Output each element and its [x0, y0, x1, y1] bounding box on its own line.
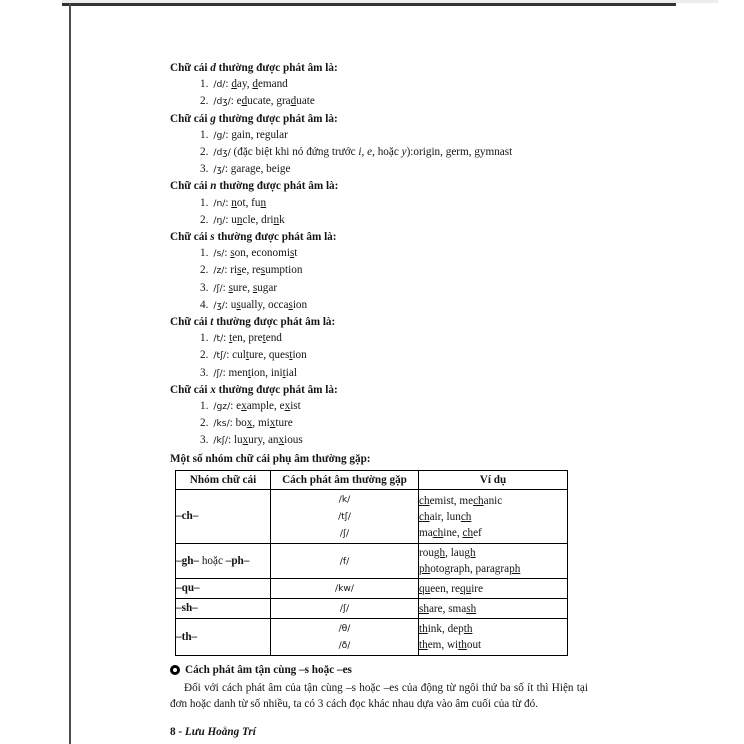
- tail-heading: [170, 662, 588, 678]
- text-segment: (đặc biệt khi nó đứng trước: [230, 146, 359, 159]
- letter-group-cell: [176, 579, 271, 599]
- phoneme-line: [271, 491, 418, 508]
- phoneme: /θ/: [338, 623, 351, 635]
- section-heading: [170, 382, 588, 398]
- underlined-letters: sh: [419, 602, 429, 615]
- underlined-letters: n: [273, 213, 280, 226]
- text-segment: ion: [292, 298, 308, 311]
- phoneme-cell: [271, 599, 419, 619]
- example-line: [419, 545, 567, 561]
- phoneme: /ŋ/: [213, 214, 226, 226]
- underlined-letters: ph: [509, 563, 521, 576]
- underlined-letters: g: [474, 146, 480, 159]
- text-segment: are, sma: [428, 602, 467, 615]
- item-number: 1.: [200, 196, 209, 209]
- text-segment: ot, fu: [236, 196, 261, 209]
- phoneme: /t/: [213, 333, 224, 345]
- underlined-letters: s: [237, 264, 242, 277]
- underlined-letters: qu: [419, 582, 431, 595]
- text-segment: thường được phát âm là:: [213, 316, 336, 329]
- item-number: 3.: [200, 163, 209, 176]
- section-heading: [170, 60, 588, 76]
- list-item: [170, 262, 588, 279]
- table-row: [176, 599, 568, 619]
- text-segment: ist: [290, 400, 301, 413]
- phoneme: /d/: [213, 79, 226, 91]
- table-heading: Một số nhóm chữ cái phụ âm thường gặp:: [170, 452, 371, 465]
- section-heading: [170, 229, 588, 245]
- underlined-letters: th: [458, 639, 467, 652]
- examples-cell: [419, 490, 568, 544]
- item-number: 2.: [200, 417, 209, 430]
- phoneme: /tʃ/: [213, 350, 227, 362]
- phoneme-cell: [271, 490, 419, 544]
- table-row: [176, 544, 568, 579]
- text-segment: en, pre: [232, 332, 263, 345]
- text-segment: n: [210, 180, 217, 193]
- text-segment: ay,: [236, 78, 253, 91]
- item-number: 2.: [200, 264, 209, 277]
- author: Lưu Hoằng Trí: [184, 725, 256, 738]
- list-item: [170, 245, 588, 262]
- text-segment: ire: [471, 582, 483, 595]
- text-segment: ine,: [443, 526, 463, 539]
- table-body: [176, 490, 568, 656]
- examples-cell: [419, 544, 568, 579]
- text-segment: :: [225, 196, 232, 209]
- table-header-row: [176, 470, 568, 489]
- item-number: 2.: [200, 146, 209, 159]
- examples-cell: [419, 619, 568, 656]
- underlined-letters: d: [290, 95, 297, 108]
- item-number: 1.: [200, 78, 209, 91]
- text-segment: , hoặc: [372, 146, 402, 159]
- text-segment: :: [223, 332, 230, 345]
- underlined-letters: x: [242, 434, 249, 447]
- table-header-cell: Cách phát âm thường gặp: [271, 470, 419, 489]
- list-item: [170, 93, 588, 110]
- footer-separator: -: [178, 725, 183, 738]
- underlined-letters: t: [229, 332, 233, 345]
- text-segment: een, re: [430, 582, 460, 595]
- table-row: [176, 490, 568, 544]
- text-segment: otograph, paragra: [430, 563, 510, 576]
- text-segment: e, re: [241, 264, 261, 277]
- text-segment: : ri: [224, 264, 238, 277]
- text-segment: i: [358, 146, 362, 159]
- text-segment: –sh–: [176, 602, 198, 615]
- example-line: [419, 637, 567, 653]
- underlined-letters: t: [245, 349, 249, 362]
- phoneme: /kw/: [335, 583, 354, 595]
- text-segment: uate: [296, 95, 315, 108]
- example-line: [419, 525, 567, 541]
- text-segment: Chữ cái: [170, 62, 211, 74]
- underlined-letters: g: [425, 146, 432, 159]
- text-segment: :: [225, 78, 232, 91]
- section-heading: [170, 314, 588, 330]
- phoneme: /ʃ/: [213, 367, 223, 379]
- table-header-cell: Nhóm chữ cái: [176, 470, 271, 489]
- page-top-border: [62, 3, 676, 6]
- page-left-border: [69, 3, 71, 744]
- text-segment: ma: [419, 526, 433, 539]
- text-segment: : u: [224, 298, 237, 311]
- phoneme: /z/: [213, 265, 225, 277]
- text-segment: t: [294, 247, 298, 260]
- underlined-letters: x: [241, 400, 247, 413]
- text-segment: y: [401, 146, 407, 159]
- examples-cell: [419, 599, 568, 619]
- underlined-letters: th: [419, 639, 428, 652]
- text-segment: ugar: [257, 281, 278, 294]
- underlined-letters: g: [264, 128, 271, 141]
- underlined-letters: g: [445, 146, 452, 159]
- text-segment: ):ori: [406, 146, 426, 159]
- text-segment: ion, ini: [250, 366, 283, 379]
- phoneme: /ʃ/: [213, 282, 223, 294]
- text-segment: ular: [270, 128, 288, 141]
- underlined-letters: t: [289, 349, 293, 362]
- text-segment: : e: [230, 400, 242, 413]
- text-segment: ury, an: [248, 434, 279, 447]
- underlined-letters: x: [269, 417, 276, 430]
- text-segment: out: [466, 639, 482, 652]
- tail-heading-label: Cách phát âm tận cùng –s hoặc –es: [185, 664, 352, 677]
- underlined-letters: th: [463, 623, 473, 636]
- underlined-letters: ch: [432, 526, 444, 539]
- text-segment: thường được phát âm là:: [214, 231, 337, 244]
- underlined-letters: g: [279, 163, 286, 176]
- text-segment: ure,: [232, 281, 253, 294]
- underlined-letters: s: [230, 247, 235, 260]
- text-segment: ,: [361, 146, 368, 159]
- text-segment: g: [210, 112, 216, 125]
- example-line: [419, 621, 567, 637]
- table-row: [176, 619, 568, 656]
- phoneme: /g/: [213, 129, 226, 141]
- underlined-letters: gh: [464, 547, 476, 560]
- underlined-letters: ch: [419, 494, 430, 507]
- example-line: [419, 581, 567, 597]
- phoneme: /ʃ/: [339, 528, 350, 540]
- underlined-letters: x: [278, 434, 285, 447]
- example-line: [419, 601, 567, 617]
- underlined-letters: t: [282, 366, 286, 379]
- list-item: [170, 415, 588, 432]
- example-line: [419, 561, 567, 577]
- underlined-letters: g: [250, 163, 256, 176]
- text-segment: anic: [483, 494, 503, 507]
- underlined-letters: x: [246, 417, 253, 430]
- phoneme: /dʒ/: [213, 96, 231, 108]
- underlined-letters: ch: [460, 510, 472, 523]
- text-segment: on, economi: [234, 247, 290, 260]
- phoneme: /n/: [213, 197, 226, 209]
- text-segment: –ph–: [225, 554, 250, 567]
- phoneme: /ð/: [338, 640, 351, 652]
- text-segment: thường được phát âm là:: [216, 180, 339, 193]
- item-number: 2.: [200, 349, 209, 362]
- underlined-letters: ch: [419, 510, 430, 523]
- phoneme-line: [271, 580, 418, 597]
- phoneme: /dʒ/: [213, 147, 231, 159]
- text-segment: Chữ cái: [170, 180, 211, 193]
- text-segment: ure, ques: [248, 349, 290, 362]
- letter-group-cell: [176, 544, 271, 579]
- text-segment: : u: [225, 213, 237, 226]
- text-segment: ucate, gra: [247, 95, 291, 108]
- phoneme-cell: [271, 579, 419, 599]
- underlined-letters: s: [289, 247, 295, 260]
- phoneme: /ʒ/: [213, 164, 225, 176]
- text-segment: em, wi: [427, 639, 459, 652]
- text-segment: emist, me: [429, 494, 474, 507]
- text-segment: , lau: [445, 547, 465, 560]
- text-segment: erm,: [451, 146, 475, 159]
- table-head: [176, 470, 568, 489]
- text-segment: –ch–: [176, 510, 199, 523]
- letter-group-cell: [176, 490, 271, 544]
- underlined-letters: ph: [419, 563, 431, 576]
- text-segment: umption: [265, 264, 303, 277]
- list-item: [170, 212, 588, 229]
- text-segment: e: [285, 163, 291, 176]
- item-number: 3.: [200, 366, 209, 379]
- phoneme: /ʃ/: [339, 603, 350, 615]
- table-row: [176, 579, 568, 599]
- text-segment: –qu–: [176, 582, 200, 595]
- text-segment: ample, e: [246, 400, 285, 413]
- underlined-letters: sh: [466, 602, 477, 615]
- list-item: [170, 432, 588, 449]
- phoneme-line: [271, 637, 418, 654]
- list-item: [170, 127, 588, 144]
- text-segment: e: [367, 146, 373, 159]
- item-number: 3.: [200, 434, 209, 447]
- text-segment: end: [265, 332, 282, 345]
- text-segment: Chữ cái: [170, 112, 211, 125]
- text-segment: ef: [473, 526, 482, 539]
- example-line: [419, 509, 567, 525]
- underlined-letters: t: [262, 332, 266, 345]
- text-segment: hoặc: [199, 554, 226, 567]
- letter-group-cell: [176, 599, 271, 619]
- text-segment: , mi: [252, 417, 270, 430]
- phoneme-cell: [271, 619, 419, 656]
- paragraph: Đối với cách phát âm của tận cùng –s hoặc –es của động từ ngôi thứ ba số ít thì Hiện tại đơn hoặc danh từ số nhiều, ta có 3 cách đọc khác nhau dựa vào âm cuối của từ đó.: [170, 682, 588, 711]
- text-segment: rou: [419, 547, 434, 560]
- phoneme-line: [271, 600, 418, 617]
- phoneme-cell: [271, 544, 419, 579]
- item-number: 1.: [200, 128, 209, 141]
- phoneme: /ks/: [213, 418, 230, 430]
- text-segment: ious: [284, 434, 303, 447]
- underlined-letters: d: [231, 78, 237, 91]
- item-number: 2.: [200, 95, 209, 108]
- underlined-letters: gh: [433, 547, 446, 560]
- text-segment: thường được phát âm là:: [215, 112, 338, 125]
- text-segment: air, lun: [429, 510, 461, 523]
- underlined-letters: d: [252, 78, 258, 91]
- underlined-letters: t: [247, 366, 251, 379]
- footer: [170, 724, 588, 740]
- underlined-letters: s: [260, 264, 266, 277]
- text-segment: d: [210, 62, 216, 74]
- examples-cell: [419, 579, 568, 599]
- page-content: [170, 60, 588, 740]
- text-segment: ink, dep: [427, 623, 464, 636]
- phoneme: /tʃ/: [338, 511, 351, 523]
- underlined-letters: qu: [460, 582, 472, 595]
- text-segment: Chữ cái: [170, 316, 211, 329]
- text-segment: ain, re: [236, 128, 265, 141]
- item-number: 1.: [200, 247, 209, 260]
- phoneme-line: [271, 508, 418, 525]
- text-segment: : cul: [226, 349, 246, 362]
- underlined-letters: s: [252, 281, 258, 294]
- underlined-letters: ch: [462, 526, 474, 539]
- text-segment: in,: [431, 146, 446, 159]
- item-number: 1.: [200, 332, 209, 345]
- text-segment: : men: [222, 366, 248, 379]
- phoneme: /kʃ/: [213, 435, 228, 447]
- item-number: 4.: [200, 298, 209, 311]
- text-segment: –th–: [176, 630, 198, 643]
- phoneme: /ʒ/: [213, 299, 225, 311]
- consonant-table: [175, 470, 568, 656]
- list-item: [170, 398, 588, 415]
- text-segment: s: [210, 231, 215, 244]
- list-item: [170, 161, 588, 178]
- section-heading: [170, 178, 588, 194]
- sections: [170, 60, 588, 450]
- list-item: [170, 195, 588, 212]
- underlined-letters: x: [284, 400, 291, 413]
- text-segment: ion: [292, 349, 307, 362]
- text-segment: ial: [285, 366, 297, 379]
- section-heading: [170, 111, 588, 127]
- phoneme-line: [271, 620, 418, 637]
- text-segment: : bo: [229, 417, 247, 430]
- text-segment: x: [210, 383, 216, 396]
- text-segment: :: [224, 247, 231, 260]
- underlined-letters: ch: [473, 494, 484, 507]
- phoneme: /k/: [338, 494, 351, 506]
- list-item: [170, 280, 588, 297]
- underlined-letters: s: [288, 298, 293, 311]
- list-item: [170, 330, 588, 347]
- text-segment: :: [225, 128, 232, 141]
- text-segment: : e: [230, 95, 242, 108]
- text-segment: : lu: [227, 434, 243, 447]
- phoneme: /gz/: [213, 401, 231, 413]
- list-item: [170, 365, 588, 382]
- list-item: [170, 297, 588, 314]
- text-segment: thường được phát âm là:: [215, 62, 338, 74]
- text-segment: : gara: [224, 163, 251, 176]
- table-header-cell: Ví dụ: [419, 470, 568, 489]
- list-item: [170, 76, 588, 93]
- underlined-letters: n: [236, 213, 243, 226]
- text-segment: thường được phát âm là:: [215, 383, 338, 396]
- list-item: [170, 347, 588, 364]
- item-number: 1.: [200, 400, 209, 413]
- text-segment: :: [222, 281, 229, 294]
- text-segment: ymnast: [479, 146, 513, 159]
- text-segment: e, bei: [255, 163, 280, 176]
- text-segment: Chữ cái: [170, 383, 211, 396]
- phoneme-line: [271, 553, 418, 570]
- phoneme: /s/: [213, 248, 225, 260]
- underlined-letters: s: [236, 298, 241, 311]
- item-number: 3.: [200, 281, 209, 294]
- text-segment: emand: [257, 78, 288, 91]
- text-segment: t: [210, 316, 214, 329]
- list-item: [170, 144, 588, 161]
- underlined-letters: g: [231, 128, 237, 141]
- phoneme-line: [271, 525, 418, 542]
- target-bullet-icon: [170, 665, 180, 675]
- page-number: 8: [170, 725, 176, 738]
- underlined-letters: d: [241, 95, 248, 108]
- underlined-letters: th: [419, 623, 428, 636]
- text-segment: Chữ cái: [170, 231, 211, 244]
- underlined-letters: s: [228, 281, 233, 294]
- phoneme: /f/: [339, 555, 350, 567]
- text-segment: cle, dri: [242, 213, 274, 226]
- text-segment: ually, occa: [240, 298, 289, 311]
- example-line: [419, 493, 567, 509]
- item-number: 2.: [200, 213, 209, 226]
- underlined-letters: n: [231, 196, 237, 209]
- letter-group-cell: [176, 619, 271, 656]
- underlined-letters: n: [260, 196, 267, 209]
- text-segment: ture: [275, 417, 293, 430]
- text-segment: k: [279, 213, 285, 226]
- text-segment: –gh–: [176, 554, 200, 567]
